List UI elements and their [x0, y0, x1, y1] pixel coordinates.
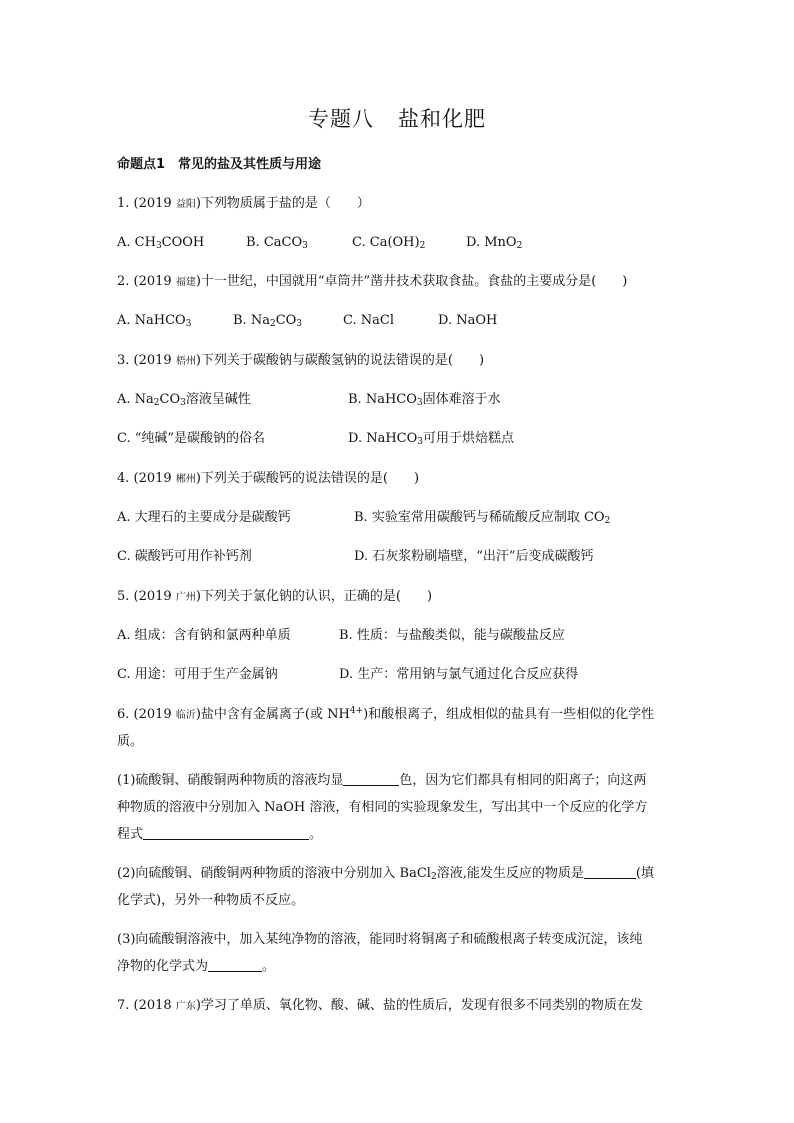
q3-option-c[interactable]: C. “纯碱”是碳酸钠的俗名 [117, 431, 266, 446]
q1-option-b[interactable]: B. CaCO$_3$ [246, 235, 308, 251]
q4-option-c[interactable]: C. 碳酸钙可用作补钙剂 [117, 549, 252, 564]
q6-part2-line1: (2)向硫酸铜、硝酸铜两种物质的溶液中分别加入 BaCl$_2$溶液,能发生反应的物质是 (填 [117, 866, 654, 882]
answer-blank-color[interactable] [343, 771, 399, 786]
q1-option-c[interactable]: C. $Ca(OH)_2$ [352, 235, 426, 251]
question-1-stem: 1. (2019 益阳)下列物质属于盐的是（ ） [117, 196, 370, 211]
question-6-stem: 6. (2019 临沂)盐中含有金属离子(或 $NH^{4+}$)和酸根离子，组成相似的盐具有一些相似的化学性 [117, 706, 655, 722]
section-heading: 命题点1 常见的盐及其性质与用途 [117, 157, 322, 172]
question-7-stem: 7. (2018 广东)学习了单质、氧化物、酸、碱、盐的性质后，发现有很多不同类别的物质在发 [117, 998, 643, 1013]
q1-option-a[interactable]: A. $CH_3COOH$ [117, 235, 205, 251]
q3-option-b[interactable]: B. NaHCO$_3$固体难溶于水 [348, 392, 501, 408]
q2-option-c[interactable]: C. NaCl [343, 313, 394, 328]
answer-blank-pure-substance[interactable] [208, 957, 262, 972]
q6-part1-line1: (1)硫酸铜、硝酸铜两种物质的溶液均显 色，因为它们都具有相同的阳离子；向这两 [117, 773, 647, 788]
question-source: 益阳 [175, 199, 196, 210]
q6-part3-line1: (3)向硫酸铜溶液中，加入某纯净物的溶液，能同时将铜离子和硫酸根离子转变成沉淀，该纯 [117, 932, 643, 947]
q5-option-d[interactable]: D. 生产：常用钠与氯气通过化合反应获得 [339, 667, 579, 682]
q4-option-a[interactable]: A. 大理石的主要成分是碳酸钙 [117, 510, 291, 525]
q2-option-a[interactable]: A. NaHCO$_3$ [117, 313, 192, 329]
q6-part1-line2: 种物质的溶液中分别加入 NaOH 溶液，有相同的实验现象发生，写出其中一个反应的化学方 [117, 800, 648, 815]
title-part2: 盐和化肥 [398, 107, 486, 131]
q5-option-b[interactable]: B. 性质：与盐酸类似，能与碳酸盐反应 [339, 628, 565, 643]
question-source: 广州 [175, 592, 196, 603]
question-5-stem: 5. (2019 广州)下列关于氯化钠的认识，正确的是( ) [117, 589, 433, 604]
page-title [0, 104, 794, 134]
q3-option-a[interactable]: A. $Na_2CO_3$溶液呈碱性 [117, 392, 251, 408]
question-source: 郴州 [175, 474, 196, 485]
q6-part1-line3: 程式 。 [117, 827, 323, 842]
q4-option-b[interactable]: B. 实验室常用碳酸钙与稀硫酸反应制取 $CO_2$ [354, 510, 611, 526]
question-3-stem: 3. (2019 梧州)下列关于碳酸钠与碳酸氢钠的说法错误的是( ) [117, 353, 485, 368]
title-part1: 专题八 [308, 107, 374, 131]
question-source: 广东 [175, 1001, 196, 1012]
question-4-stem: 4. (2019 郴州)下列关于碳酸钙的说法错误的是( ) [117, 471, 420, 486]
question-source: 福建 [175, 277, 196, 288]
answer-blank-equation[interactable] [143, 825, 309, 840]
question-source: 梧州 [175, 356, 196, 367]
question-2-stem: 2. (2019 福建)十一世纪，中国就用“卓筒井”凿井技术获取食盐。食盐的主要成分是( ) [117, 274, 628, 289]
q6-part3-line2: 净物的化学式为 。 [117, 959, 276, 974]
q5-option-c[interactable]: C. 用途：可用于生产金属钠 [117, 667, 278, 682]
question-source: 临沂 [175, 710, 196, 721]
q4-option-d[interactable]: D. 石灰浆粉刷墙壁，“出汗”后变成碳酸钙 [354, 549, 594, 564]
question-6-stem-cont: 质。 [117, 734, 144, 749]
q2-option-b[interactable]: B. $Na_2CO_3$ [233, 313, 303, 329]
answer-blank-formula[interactable] [584, 864, 636, 879]
q1-option-d[interactable]: D. MnO$_2$ [466, 235, 523, 251]
q3-option-d[interactable]: D. NaHCO$_3$可用于烘焙糕点 [348, 431, 515, 447]
q5-option-a[interactable]: A. 组成：含有钠和氯两种单质 [117, 628, 291, 643]
q2-option-d[interactable]: D. NaOH [438, 313, 498, 328]
q6-part2-line2: 化学式)，另外一种物质不反应。 [117, 893, 305, 908]
